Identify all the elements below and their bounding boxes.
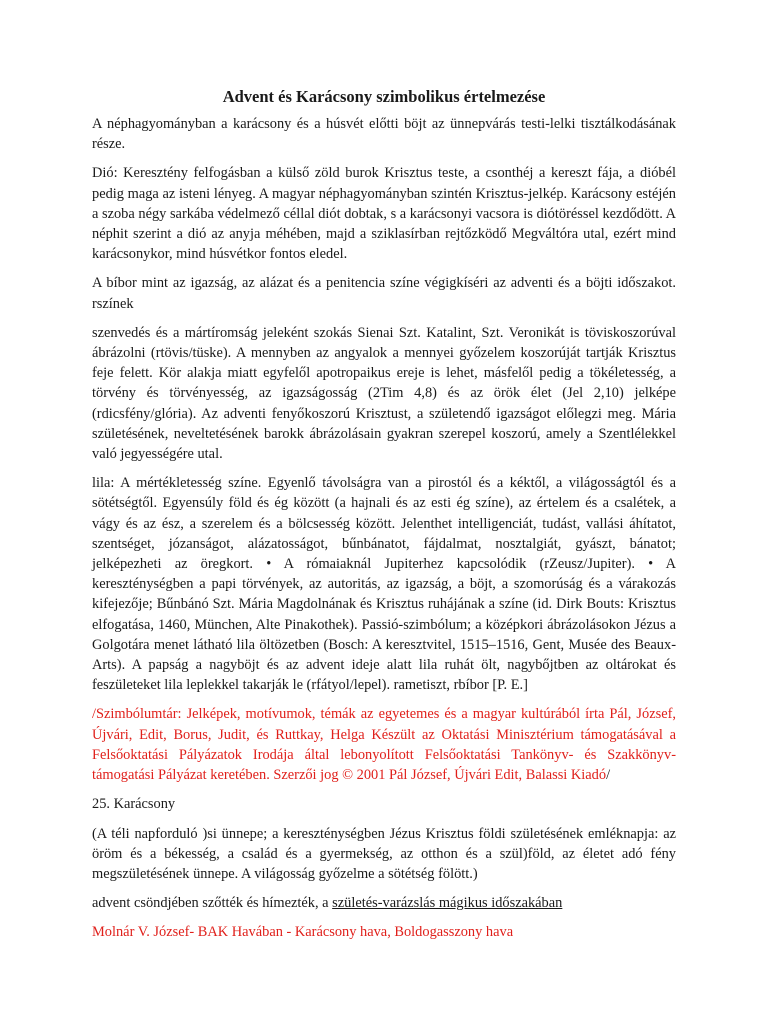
paragraph-dio: Dió: Keresztény felfogásban a külső zöld burok Krisztus teste, a csonthéj a kereszt fája, a dióbél pedig maga az isteni lényeg. A magyar néphagyományban szintén Krisztus-jelkép. Karácsony estéjén a szoba négy sarkába védelmező céllal diót dobtak, s a karácsonyi vacsora is diótöréssel kezdődött. A néphit szerint a dió az anyja méhében, majd a sziklasírban rejtőzködő Megváltóra utal, ezért mind karácsonykor, mind húsvétkor fontos eledel. xyxy=(92,165,676,263)
paragraph-author-credit: Molnár V. József- BAK Havában - Karácsony hava, Boldogasszony hava xyxy=(92,924,514,941)
paragraph-lila: lila: A mértékletesség színe. Egyenlő távolságra van a pirostól és a kéktől, a világosságtól és a sötétségtől. Egyensúly föld és ég között (a hajnali és az esti ég színe), az értelem és a csalétek, a vágy és az ész, a szerelem és a bölcsesség között. Jelenthet intelligenciát, tudást, vallási áhítatot, szentséget, józanságot, alázatosságot, bűnbánatot, fájdalmat, nosztalgiát, gyászt, bánatot; jelképezheti az öregkort. • A rómaiaknál Jupiterhez kapcsolódik (rZeusz/Jupiter). • A kereszténységben a papi törvények, az autoritás, az igazság, a böjt, a szomorúság és a várakozás kifejezője; Bűnbánó Szt. Mária Magdolnának és Krisztus ruhájának a színe (id. Dirk Bouts: Krisztus elfogatása, 1460, München, Alte Pinakothek). Passió-szimbólum; a középkori ábrázolásokon Jézus a Golgotára menet látható lila öltözetben (Bosch: A keresztvitel, 1515–1516, Gent, Musée des Beaux-Arts). A papság a nagyböjt és az advent ideje alatt lila ruhát ölt, nagybőjtben az oltárokat és feszületeket lila leplekkel takarják le (rfátyol/lepel). rametiszt, rbíbor [P. E.] xyxy=(92,475,676,694)
source-citation-suffix: / xyxy=(606,767,611,784)
paragraph-section-heading: 25. Karácsony xyxy=(92,796,176,813)
paragraph-intro: A néphagyományban a karácsony és a húsvét előtti böjt az ünnepvárás testi-lelki tisztálkodásának része. xyxy=(92,116,676,153)
advent-text: advent csöndjében szőtték és hímezték, a xyxy=(92,895,333,912)
paragraph-source-citation xyxy=(92,704,676,785)
paragraph-karacsony: (A téli napforduló )si ünnepe; a kereszténységben Jézus Krisztus földi születésének emléknapja: az öröm és a békesség, a család és a gyermekség, az otthon és a szül)föld, az életet adó fény megszületésének ünnepe. A világosság győzelme a sötétség fölött.) xyxy=(92,825,676,882)
document-title: Advent és Karácsony szimbolikus értelmezése xyxy=(222,87,546,106)
source-citation-text: /Szimbólumtár: Jelképek, motívumok, témák az egyetemes és a magyar kultúrából írta Pál, József, Újvári, Edit, Borus, Judit, és Ruttkay, Helga Készült az Oktatási Minisztérium támogatásával a Felsőoktatási Pályázatok Irodája által lebonyolított Felsőoktatási Tankönyv- és Szakkönyv-támogatási Pályázat keretében. Szerzői jog © 2001 Pál József, Újvári Edit, Balassi Kiadó xyxy=(92,706,676,784)
paragraph-bibor: A bíbor mint az igazság, az alázat és a penitencia színe végigkíséri az adventi és a böjti időszakot. rszínek xyxy=(92,275,676,312)
advent-link[interactable]: születés-varázslás mágikus időszakában xyxy=(332,895,563,912)
paragraph-advent xyxy=(92,893,676,913)
paragraph-koszoru: szenvedés és a mártíromság jeleként szokás Sienai Szt. Katalint, Szt. Veronikát is töviskoszorúval ábrázolni (rtövis/tüske). A mennyben az angyalok a mennyei győzelem koszorúját tartják Krisztus feje felett. Kör alakja miatt egyfelől apotropaikus ereje is lehet, másfelől pedig a tökéletesség, a törvény és törvényesség, az igazságosság (2Tim 4,8) és az örök élet (Jel 2,10) jelképe (rdicsfény/glória). Az adventi fenyőkoszorú Krisztust, a születendő igazságot előlegzi meg. Mária születésének, neveltetésének barokk ábrázolásain gyakran szerepel koszorú, amely a Szentlélekkel való jegyességére utal. xyxy=(92,324,676,463)
document-page xyxy=(92,86,676,952)
